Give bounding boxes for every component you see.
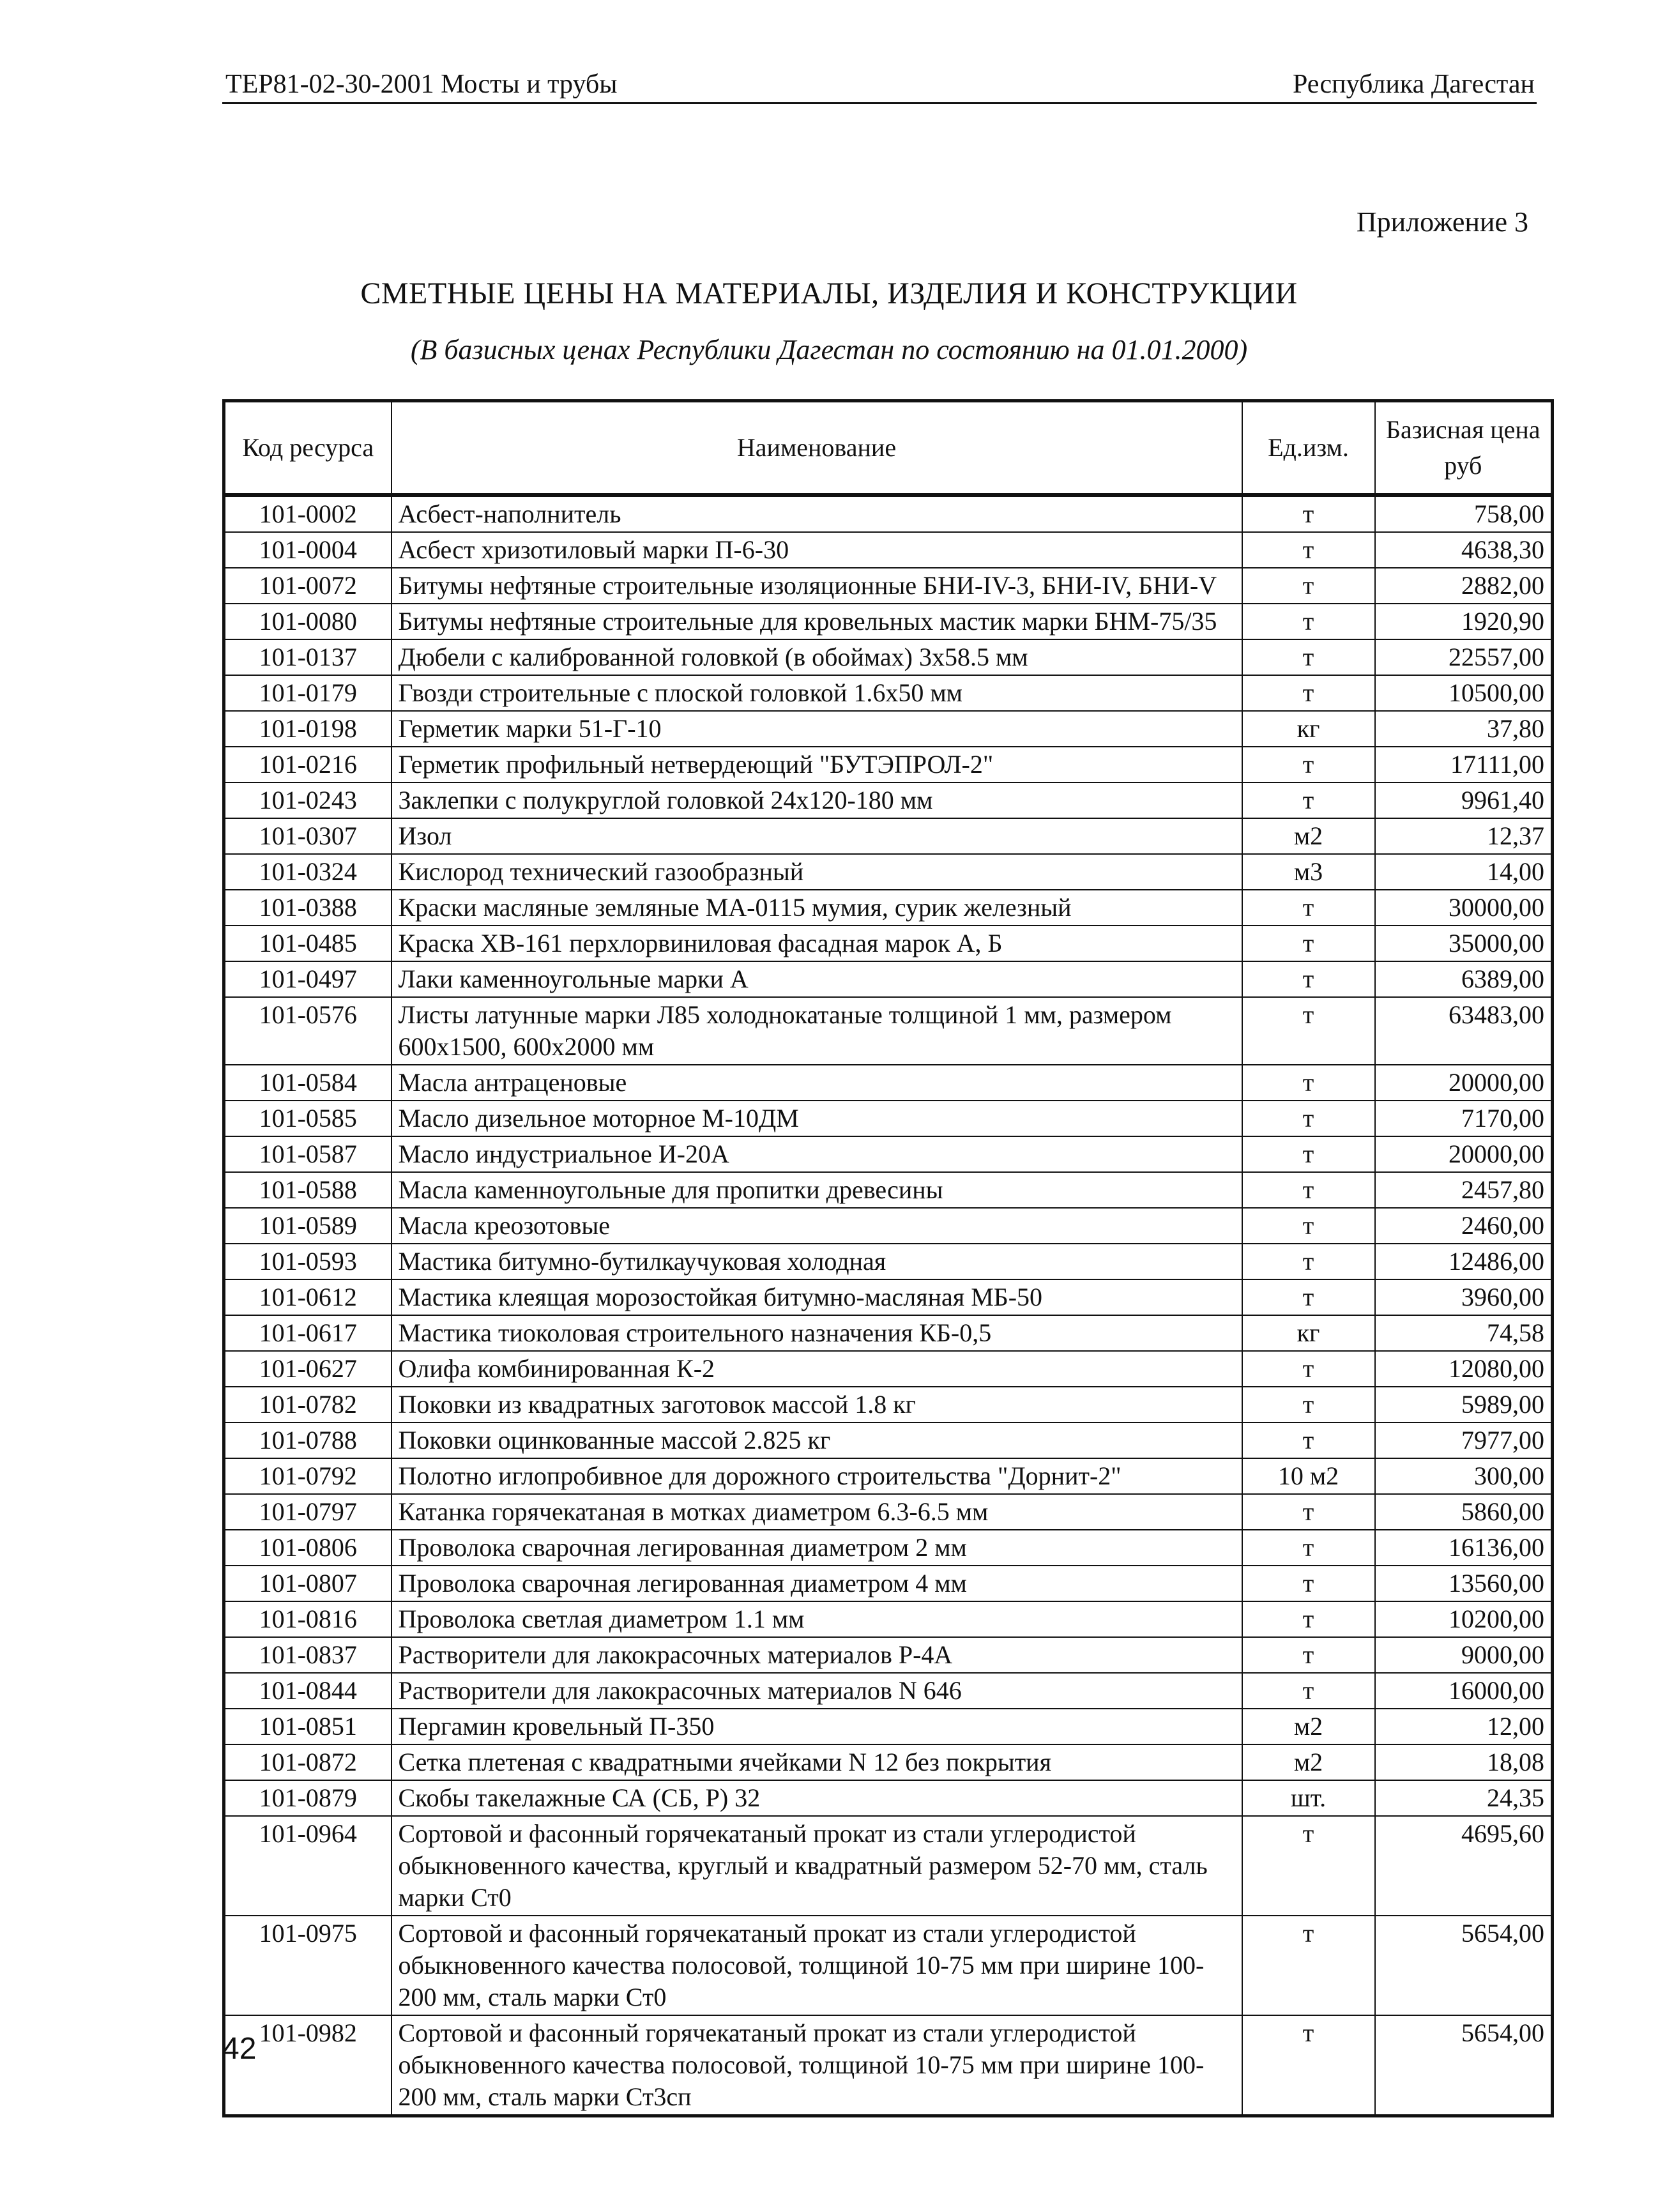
cell-unit: т [1242, 782, 1375, 818]
table-row [224, 1637, 1553, 1673]
cell-name: Поковки из квадратных заготовок массой 1.8 кг [392, 1387, 1242, 1423]
cell-unit: т [1242, 1673, 1375, 1709]
table-row [224, 1208, 1553, 1244]
cell-price: 14,00 [1375, 854, 1553, 890]
cell-name: Масла антраценовые [392, 1065, 1242, 1101]
cell-code: 101-0388 [224, 890, 392, 926]
cell-price: 6389,00 [1375, 961, 1553, 997]
header-price-line2: руб [1444, 451, 1482, 480]
cell-price: 758,00 [1375, 495, 1553, 532]
cell-unit: т [1242, 1101, 1375, 1136]
table-row [224, 782, 1553, 818]
cell-name: Сортовой и фасонный горячекатаный прокат из стали углеродистой обыкновенного качества полосовой, толщиной 10-75 мм при ширине 100-200 мм, сталь марки Ст0 [392, 1916, 1242, 2015]
cell-unit: т [1242, 890, 1375, 926]
cell-price: 37,80 [1375, 711, 1553, 747]
cell-unit: т [1242, 568, 1375, 604]
cell-price: 63483,00 [1375, 997, 1553, 1065]
cell-unit: т [1242, 1566, 1375, 1601]
cell-name: Асбест хризотиловый марки П-6-30 [392, 532, 1242, 568]
cell-price: 35000,00 [1375, 926, 1553, 961]
price-table-container [222, 399, 1551, 2117]
cell-name: Дюбели с калиброванной головкой (в обоймах) 3х58.5 мм [392, 639, 1242, 675]
cell-unit: кг [1242, 1315, 1375, 1351]
table-row [224, 1387, 1553, 1423]
cell-price: 20000,00 [1375, 1136, 1553, 1172]
cell-unit: т [1242, 604, 1375, 639]
cell-unit: т [1242, 961, 1375, 997]
cell-name: Масло дизельное моторное М-10ДМ [392, 1101, 1242, 1136]
table-row [224, 961, 1553, 997]
cell-code: 101-0807 [224, 1566, 392, 1601]
cell-price: 17111,00 [1375, 747, 1553, 782]
cell-name: Сортовой и фасонный горячекатаный прокат из стали углеродистой обыкновенного качества полосовой, толщиной 10-75 мм при ширине 100-200 мм, сталь марки Ст3сп [392, 2015, 1242, 2116]
cell-unit: т [1242, 1816, 1375, 1916]
cell-code: 101-0137 [224, 639, 392, 675]
header-price [1375, 401, 1553, 496]
table-body [224, 495, 1553, 2116]
cell-price: 16000,00 [1375, 1673, 1553, 1709]
table-row [224, 2015, 1553, 2116]
price-table [222, 399, 1554, 2117]
cell-name: Масла креозотовые [392, 1208, 1242, 1244]
table-row [224, 1279, 1553, 1315]
table-row [224, 1816, 1553, 1916]
cell-price: 13560,00 [1375, 1566, 1553, 1601]
cell-name: Битумы нефтяные строительные для кровельных мастик марки БНМ-75/35 [392, 604, 1242, 639]
header-code: Код ресурса [224, 401, 392, 496]
cell-name: Краски масляные земляные МА-0115 мумия, сурик железный [392, 890, 1242, 926]
cell-unit: т [1242, 675, 1375, 711]
cell-price: 22557,00 [1375, 639, 1553, 675]
cell-price: 12486,00 [1375, 1244, 1553, 1279]
cell-code: 101-0816 [224, 1601, 392, 1637]
cell-name: Битумы нефтяные строительные изоляционные БНИ-IV-3, БНИ-IV, БНИ-V [392, 568, 1242, 604]
cell-unit: шт. [1242, 1780, 1375, 1816]
cell-name: Катанка горячекатаная в мотках диаметром 6.3-6.5 мм [392, 1494, 1242, 1530]
cell-name: Герметик профильный нетвердеющий "БУТЭПРОЛ-2" [392, 747, 1242, 782]
cell-unit: т [1242, 997, 1375, 1065]
table-row [224, 532, 1553, 568]
cell-name: Асбест-наполнитель [392, 495, 1242, 532]
cell-price: 30000,00 [1375, 890, 1553, 926]
cell-name: Проволока сварочная легированная диаметром 2 мм [392, 1530, 1242, 1566]
cell-unit: кг [1242, 711, 1375, 747]
cell-name: Скобы такелажные СА (СБ, Р) 32 [392, 1780, 1242, 1816]
cell-unit: т [1242, 1065, 1375, 1101]
cell-name: Мастика клеящая морозостойкая битумно-масляная МБ-50 [392, 1279, 1242, 1315]
document-subtitle: (В базисных ценах Республики Дагестан по состоянию на 01.01.2000) [410, 334, 1248, 365]
table-row [224, 818, 1553, 854]
cell-code: 101-0792 [224, 1458, 392, 1494]
cell-unit: т [1242, 1244, 1375, 1279]
cell-code: 101-0324 [224, 854, 392, 890]
header-price-line1: Базисная цена [1385, 415, 1540, 444]
cell-code: 101-0002 [224, 495, 392, 532]
table-row [224, 639, 1553, 675]
cell-code: 101-0806 [224, 1530, 392, 1566]
cell-price: 300,00 [1375, 1458, 1553, 1494]
cell-price: 18,08 [1375, 1744, 1553, 1780]
cell-code: 101-0576 [224, 997, 392, 1065]
cell-name: Сортовой и фасонный горячекатаный прокат из стали углеродистой обыкновенного качества, круглый и квадратный размером 52-70 мм, сталь марки Ст0 [392, 1816, 1242, 1916]
cell-price: 12080,00 [1375, 1351, 1553, 1387]
table-header-row [224, 401, 1553, 496]
cell-price: 4695,60 [1375, 1816, 1553, 1916]
table-row [224, 747, 1553, 782]
running-header-title: ТЕР81-02-30-2001 Мосты и трубы [225, 70, 618, 99]
cell-code: 101-0837 [224, 1637, 392, 1673]
cell-price: 16136,00 [1375, 1530, 1553, 1566]
cell-code: 101-0593 [224, 1244, 392, 1279]
cell-code: 101-0004 [224, 532, 392, 568]
cell-price: 10500,00 [1375, 675, 1553, 711]
cell-price: 9961,40 [1375, 782, 1553, 818]
cell-unit: т [1242, 639, 1375, 675]
cell-name: Кислород технический газообразный [392, 854, 1242, 890]
cell-code: 101-0782 [224, 1387, 392, 1423]
cell-name: Масла каменноугольные для пропитки древесины [392, 1172, 1242, 1208]
cell-name: Растворители для лакокрасочных материалов Р-4А [392, 1637, 1242, 1673]
cell-price: 2457,80 [1375, 1172, 1553, 1208]
cell-code: 101-0851 [224, 1709, 392, 1744]
table-row [224, 1172, 1553, 1208]
cell-unit: т [1242, 1601, 1375, 1637]
table-row [224, 495, 1553, 532]
cell-code: 101-0975 [224, 1916, 392, 2015]
cell-name: Заклепки с полукруглой головкой 24х120-180 мм [392, 782, 1242, 818]
cell-code: 101-0964 [224, 1816, 392, 1916]
cell-price: 9000,00 [1375, 1637, 1553, 1673]
cell-code: 101-0617 [224, 1315, 392, 1351]
cell-name: Масло индустриальное И-20А [392, 1136, 1242, 1172]
header-unit: Ед.изм. [1242, 401, 1375, 496]
table-row [224, 1351, 1553, 1387]
cell-unit: т [1242, 1530, 1375, 1566]
cell-price: 12,00 [1375, 1709, 1553, 1744]
cell-unit: м3 [1242, 854, 1375, 890]
cell-code: 101-0872 [224, 1744, 392, 1780]
cell-code: 101-0627 [224, 1351, 392, 1387]
cell-name: Сетка плетеная с квадратными ячейками N 12 без покрытия [392, 1744, 1242, 1780]
cell-unit: т [1242, 1494, 1375, 1530]
table-row [224, 854, 1553, 890]
cell-name: Растворители для лакокрасочных материалов N 646 [392, 1673, 1242, 1709]
cell-code: 101-0585 [224, 1101, 392, 1136]
table-row [224, 1530, 1553, 1566]
cell-name: Герметик марки 51-Г-10 [392, 711, 1242, 747]
cell-name: Олифа комбинированная К-2 [392, 1351, 1242, 1387]
table-row [224, 711, 1553, 747]
cell-price: 5654,00 [1375, 1916, 1553, 2015]
cell-name: Краска ХВ-161 перхлорвиниловая фасадная марок А, Б [392, 926, 1242, 961]
cell-unit: т [1242, 1637, 1375, 1673]
cell-code: 101-0307 [224, 818, 392, 854]
cell-price: 7170,00 [1375, 1101, 1553, 1136]
cell-code: 101-0243 [224, 782, 392, 818]
header-divider [222, 102, 1537, 104]
cell-unit: т [1242, 926, 1375, 961]
cell-code: 101-0588 [224, 1172, 392, 1208]
cell-unit: т [1242, 495, 1375, 532]
cell-unit: т [1242, 747, 1375, 782]
cell-unit: м2 [1242, 818, 1375, 854]
cell-code: 101-0072 [224, 568, 392, 604]
table-row [224, 1744, 1553, 1780]
cell-price: 74,58 [1375, 1315, 1553, 1351]
cell-name: Мастика битумно-бутилкаучуковая холодная [392, 1244, 1242, 1279]
table-row [224, 1916, 1553, 2015]
cell-price: 10200,00 [1375, 1601, 1553, 1637]
table-row [224, 568, 1553, 604]
cell-code: 101-0485 [224, 926, 392, 961]
cell-price: 5654,00 [1375, 2015, 1553, 2116]
cell-code: 101-0844 [224, 1673, 392, 1709]
table-row [224, 1101, 1553, 1136]
cell-price: 20000,00 [1375, 1065, 1553, 1101]
cell-price: 2882,00 [1375, 568, 1553, 604]
cell-price: 24,35 [1375, 1780, 1553, 1816]
cell-price: 5860,00 [1375, 1494, 1553, 1530]
cell-code: 101-0587 [224, 1136, 392, 1172]
header-name: Наименование [392, 401, 1242, 496]
cell-price: 7977,00 [1375, 1423, 1553, 1458]
table-row [224, 1709, 1553, 1744]
cell-unit: т [1242, 1916, 1375, 2015]
cell-name: Проволока светлая диаметром 1.1 мм [392, 1601, 1242, 1637]
cell-code: 101-0589 [224, 1208, 392, 1244]
cell-name: Пергамин кровельный П-350 [392, 1709, 1242, 1744]
cell-price: 2460,00 [1375, 1208, 1553, 1244]
cell-price: 4638,30 [1375, 532, 1553, 568]
cell-code: 101-0198 [224, 711, 392, 747]
cell-code: 101-0612 [224, 1279, 392, 1315]
cell-code: 101-0497 [224, 961, 392, 997]
cell-unit: т [1242, 1279, 1375, 1315]
cell-unit: м2 [1242, 1709, 1375, 1744]
table-row [224, 926, 1553, 961]
table-row [224, 890, 1553, 926]
table-row [224, 1065, 1553, 1101]
table-row [224, 997, 1553, 1065]
table-row [224, 1244, 1553, 1279]
table-row [224, 604, 1553, 639]
cell-unit: 10 м2 [1242, 1458, 1375, 1494]
cell-code: 101-0216 [224, 747, 392, 782]
cell-code: 101-0879 [224, 1780, 392, 1816]
table-row [224, 1566, 1553, 1601]
document-title: СМЕТНЫЕ ЦЕНЫ НА МАТЕРИАЛЫ, ИЗДЕЛИЯ И КОНСТРУКЦИИ [360, 277, 1298, 310]
cell-name: Лаки каменноугольные марки А [392, 961, 1242, 997]
cell-unit: т [1242, 1351, 1375, 1387]
cell-name: Полотно иглопробивное для дорожного строительства "Дорнит-2" [392, 1458, 1242, 1494]
appendix-label: Приложение 3 [1356, 206, 1528, 238]
cell-name: Поковки оцинкованные массой 2.825 кг [392, 1423, 1242, 1458]
cell-name: Мастика тиоколовая строительного назначения КБ-0,5 [392, 1315, 1242, 1351]
table-row [224, 1423, 1553, 1458]
table-row [224, 1780, 1553, 1816]
cell-code: 101-0584 [224, 1065, 392, 1101]
cell-unit: т [1242, 1423, 1375, 1458]
cell-name: Проволока сварочная легированная диаметром 4 мм [392, 1566, 1242, 1601]
cell-unit: т [1242, 532, 1375, 568]
table-row [224, 1494, 1553, 1530]
cell-code: 101-0179 [224, 675, 392, 711]
cell-unit: т [1242, 2015, 1375, 2116]
cell-name: Гвозди строительные с плоской головкой 1.6х50 мм [392, 675, 1242, 711]
cell-price: 5989,00 [1375, 1387, 1553, 1423]
table-row [224, 1315, 1553, 1351]
table-row [224, 675, 1553, 711]
page-number: 42 [222, 2032, 257, 2066]
cell-name: Изол [392, 818, 1242, 854]
running-header-region: Республика Дагестан [1292, 70, 1535, 99]
cell-price: 1920,90 [1375, 604, 1553, 639]
cell-unit: м2 [1242, 1744, 1375, 1780]
cell-price: 12,37 [1375, 818, 1553, 854]
cell-unit: т [1242, 1136, 1375, 1172]
cell-unit: т [1242, 1208, 1375, 1244]
table-row [224, 1458, 1553, 1494]
table-row [224, 1673, 1553, 1709]
table-row [224, 1136, 1553, 1172]
cell-unit: т [1242, 1387, 1375, 1423]
cell-code: 101-0797 [224, 1494, 392, 1530]
cell-unit: т [1242, 1172, 1375, 1208]
cell-code: 101-0788 [224, 1423, 392, 1458]
cell-name: Листы латунные марки Л85 холоднокатаные толщиной 1 мм, размером 600х1500, 600х2000 мм [392, 997, 1242, 1065]
cell-price: 3960,00 [1375, 1279, 1553, 1315]
cell-code: 101-0982 [224, 2015, 392, 2116]
cell-code: 101-0080 [224, 604, 392, 639]
table-row [224, 1601, 1553, 1637]
